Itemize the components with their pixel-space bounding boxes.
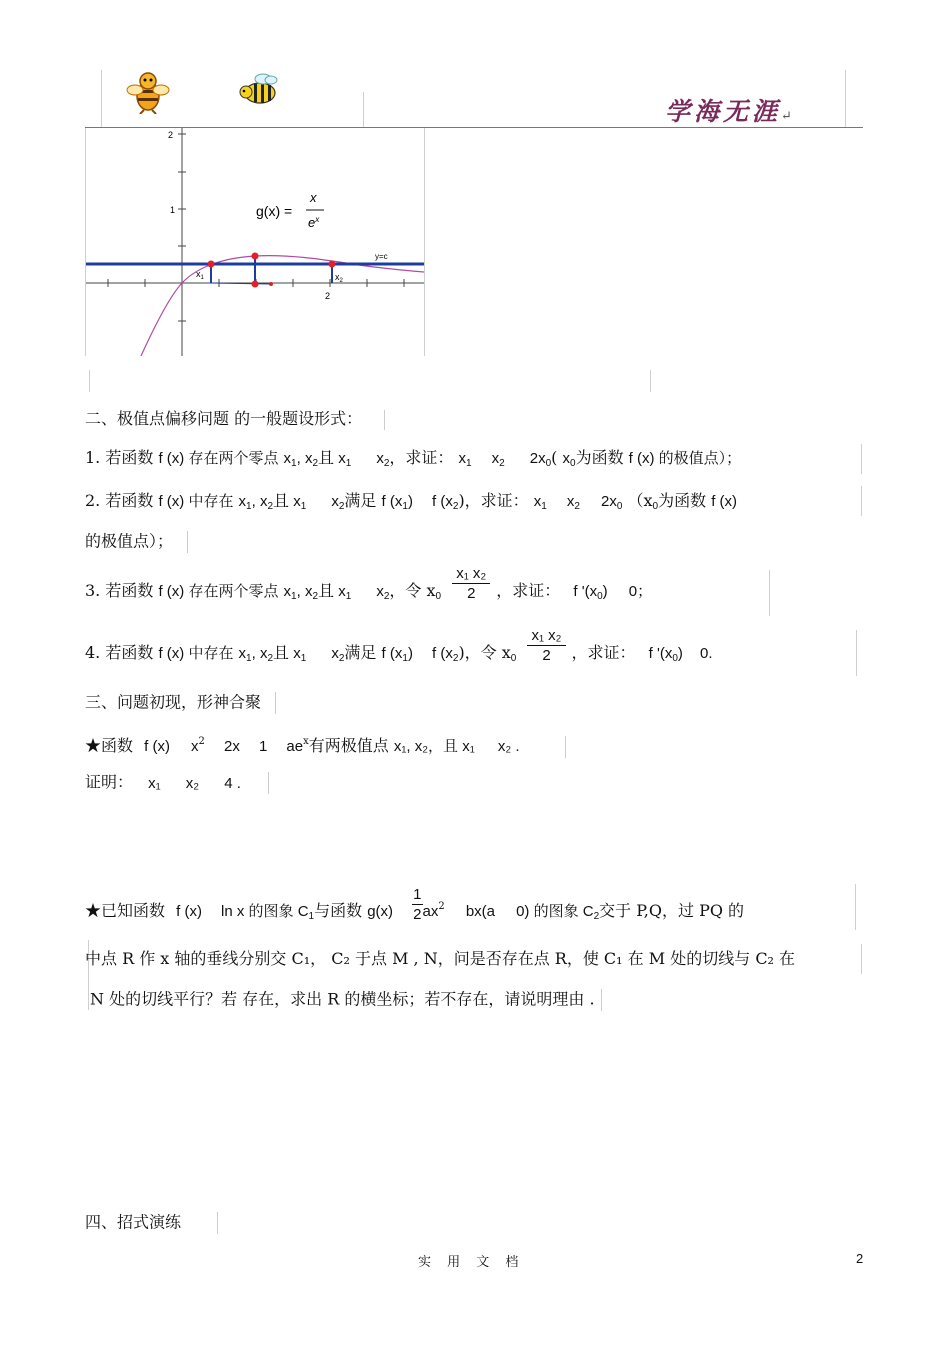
bee-icon [238,73,280,107]
point-midpoint [269,282,273,286]
item-2-continuation: 的极值点）； [85,531,188,553]
point-x2-top [329,261,336,268]
fraction-x1-x2-over-2: $\frac{\text{x₁ x₂}}{2}$ [527,627,565,666]
problem-1-statement: ★函数 f (x) $x^2$ 2x 1 $ae^x$有两极值点 x₁, x₂，且 x₁ x₂ . [85,732,566,758]
divider [769,570,770,616]
divider [861,444,862,474]
divider [861,944,862,974]
section4-title: 四、招式演练 [85,1212,218,1234]
section2-title: 二、极值点偏移问题 的一般题设形式： [85,409,385,430]
problem-2-line-1: ★已知函数 f (x) ln x 的图象 $C_1$与函数 g(x) $\frac{1}{2}$ $ax^2$ bx(a 0) 的图象 $C_2$交于 P,Q，过 PQ 的 [85,886,745,923]
item-2: 2. 若函数 f (x) 中存在 $x_1$, $x_2$且 $x_1$ $x_2$满足 f $(x_1)$ f $(x_2)$，求证： $x_1$ $x_2$ $2x_0$ （$x_0$为函数 f (x) [85,491,738,512]
header-motto: 学海无涯↵ [665,97,792,126]
function-denominator: $e^x$ [308,215,320,230]
fraction-x1-x2-over-2: $\frac{\text{x₁ x₂}}{2}$ [452,565,490,604]
x2-label: $x_2$ [335,272,343,284]
point-extremum-foot [252,281,259,288]
divider [650,370,651,392]
item-4: 4. 若函数 f (x) 中存在 $x_1$, $x_2$且 $x_1$ $x_2$满足 f $(x_1)$ f $(x_2)$，令 $x_0$ $\frac{\text{x₁ x₂}}{2}$ ，求证： f '$(x_0)$ 0. [85,627,713,664]
x1-label: $x_1$ [196,269,204,281]
divider [861,486,862,516]
x-tick-label: 2 [325,291,331,301]
function-graph [86,128,424,356]
header-divider [845,70,846,128]
graph-frame-right [424,128,425,356]
divider [89,370,90,392]
point-x1-top [208,261,215,268]
divider [855,884,856,930]
problem-2-line-3: N 处的切线平行？若 存在，求出 R 的横坐标；若不存在，请说明理由 . [90,989,602,1011]
page-number: 2 [856,1251,864,1266]
item-1: 1. 若函数 f (x) 存在两个零点 $x_1$, $x_2$且 $x_1$ $x_2$，求证： $x_1$ $x_2$ $2x_0$( $x_0$为函数 f (x) 的极值点）； [85,448,742,469]
y-tick-label: 2 [168,130,174,140]
section3-title: 三、问题初现，形神合聚 [85,692,276,714]
function-numerator: x [310,190,317,205]
footer-text: 实 用 文 档 [418,1255,525,1270]
line-label: y=c [375,252,388,261]
header-divider [363,92,364,128]
bee-mascot-icon [126,70,172,114]
fraction-one-half: $\frac{1}{2}$ [413,886,422,923]
problem-2-line-2: 中点 R 作 x 轴的垂线分别交 C₁， C₂ 于点 M , N，问是否存在点 R，使 C₁ 在 M 处的切线与 C₂ 在 [85,949,796,968]
function-label: g(x) = [256,203,293,219]
divider [856,630,857,676]
function-curve [141,256,424,356]
header-divider [101,70,102,128]
problem-1-proof: 证明： x₁ x₂ 4 . [85,772,269,794]
item-3: 3. 若函数 f (x) 存在两个零点 $x_1$, $x_2$且 $x_1$ $x_2$，令 $x_0$ $\frac{\text{x₁ x₂}}{2}$ ，求证： f '$(x_0)$ 0； [85,565,653,602]
point-max [252,253,259,260]
y-tick-label: 1 [170,205,176,215]
